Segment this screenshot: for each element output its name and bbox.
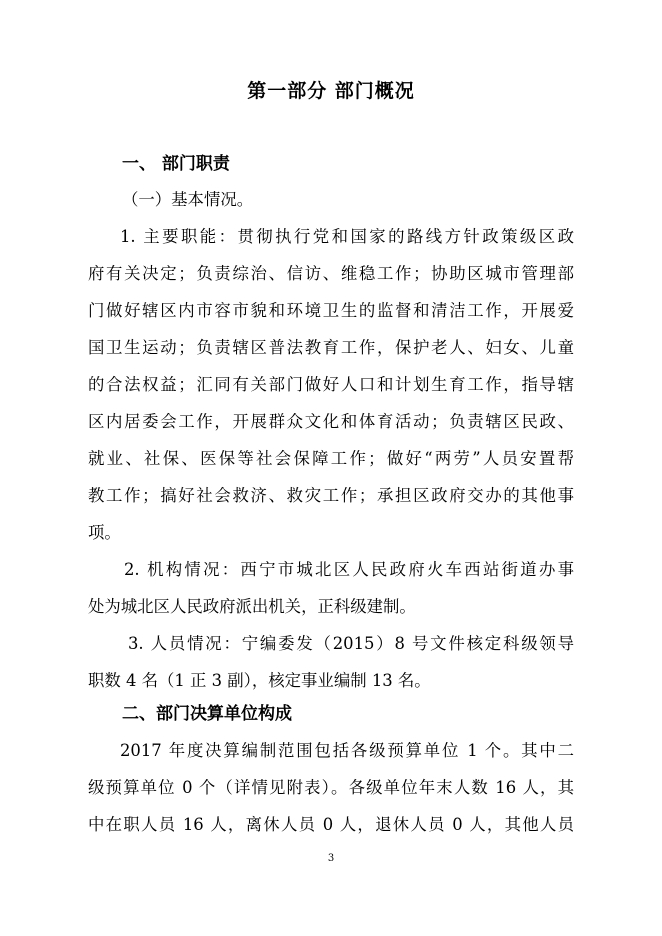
paragraph-line: 级预算单位 0 个（详情见附表）。各级单位年末人数 16 人，其	[88, 778, 574, 797]
page-number: 3	[327, 853, 335, 864]
paragraph-line: 中在职人员 16 人，离休人员 0 人，退休人员 0 人，其他人员	[88, 815, 574, 834]
sub-heading-basic-info: （一）基本情况。	[122, 190, 254, 209]
paragraph-line: 3. 人员情况：宁编委发（2015）8 号文件核定科级领导	[128, 634, 574, 653]
paragraph-line: 2. 机构情况：西宁市城北区人民政府火车西站街道办事	[124, 560, 574, 579]
paragraph-line: 2017 年度决算编制范围包括各级预算单位 1 个。其中二	[120, 741, 574, 760]
section-heading-unit-composition: 二、部门决算单位构成	[122, 704, 292, 724]
paragraph-line: 门做好辖区内市容市貌和环境卫生的监督和清洁工作，开展爱	[88, 301, 574, 320]
paragraph-line: 府有关决定；负责综治、信访、维稳工作；协助区城市管理部	[88, 264, 574, 283]
page-title: 第一部分 部门概况	[247, 80, 415, 102]
paragraph-line: 教工作；搞好社会救济、救灾工作；承担区政府交办的其他事	[88, 486, 574, 505]
paragraph-line: 项。	[88, 523, 121, 542]
paragraph-line: 处为城北区人民政府派出机关，正科级建制。	[88, 597, 416, 616]
paragraph-line: 的合法权益；汇同有关部门做好人口和计划生育工作，指导辖	[88, 375, 574, 394]
paragraph-line: 职数 4 名（1 正 3 副），核定事业编制 13 名。	[88, 671, 431, 690]
paragraph-line: 国卫生运动；负责辖区普法教育工作，保护老人、妇女、儿童	[88, 338, 574, 357]
paragraph-line: 区内居委会工作，开展群众文化和体育活动；负责辖区民政、	[88, 412, 574, 431]
paragraph-line: 就业、社保、医保等社会保障工作；做好“两劳”人员安置帮	[88, 449, 574, 468]
paragraph-line: 1. 主要职能：贯彻执行党和国家的路线方针政策级区政	[120, 227, 574, 246]
section-heading-department-duties: 一、 部门职责	[122, 154, 230, 174]
